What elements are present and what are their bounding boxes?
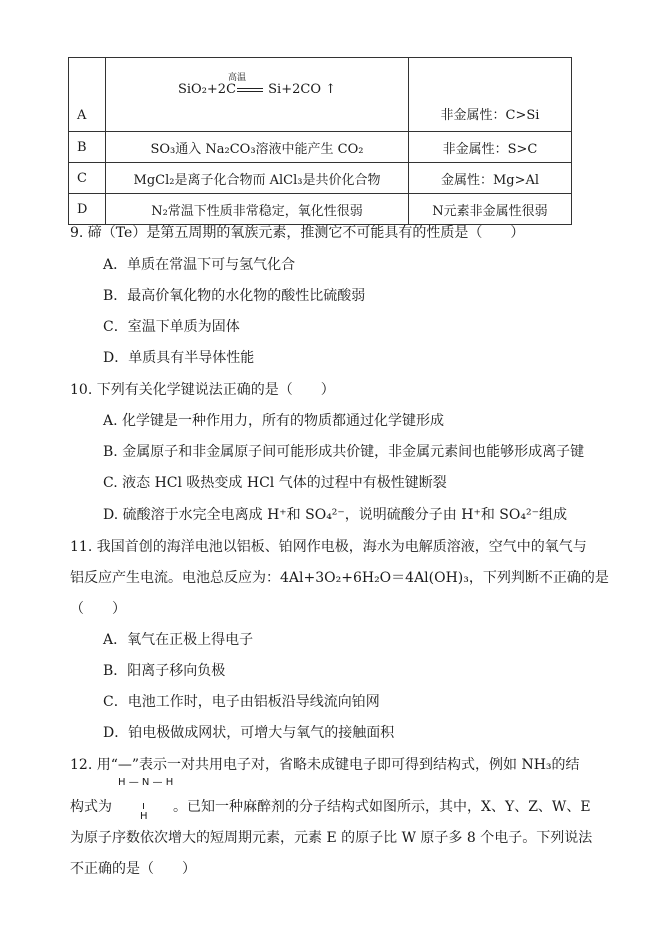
row-label: D: [69, 194, 106, 225]
row-conclusion: 非金属性：S>C: [409, 132, 572, 163]
q9-option-b: B．最高价氧化物的水化物的酸性比硫酸弱: [103, 288, 366, 304]
q9-option-d: D．单质具有半导体性能: [103, 350, 255, 366]
q11-option-c: C．电池工作时，电子由铝板沿导线流向铂网: [103, 694, 380, 710]
q11-option-b: B．阳离子移向负极: [103, 663, 226, 679]
q12-line2a: 构式为: [70, 799, 112, 815]
q10-option-a: A. 化学键是一种作用力，所有的物质都通过化学键形成: [103, 413, 445, 429]
q11-option-d: D．铂电极做成网状，可增大与氧气的接触面积: [103, 725, 395, 741]
equation-right: Si+2CO ↑: [268, 82, 337, 97]
equation-left: SiO₂+2C: [177, 82, 237, 97]
q12-line2b: 。已知一种麻醉剂的分子结构式如图所示，其中，X、Y、Z、W、E: [173, 799, 591, 815]
comparison-table: [68, 57, 572, 225]
q9-option-a: A．单质在常温下可与氢气化合: [103, 257, 296, 273]
row-statement: MgCl₂是离子化合物而 AlCl₃是共价化合物: [106, 163, 409, 194]
q11-option-a: A．氧气在正极上得电子: [103, 632, 254, 648]
nh3-bond-line: [143, 803, 144, 809]
equation-condition: 高温: [227, 73, 246, 83]
q10-option-c: C. 液态 HCl 吸热变成 HCl 气体的过程中有极性键断裂: [103, 475, 447, 491]
q11-line1: 11. 我国首创的海洋电池以铝板、铂网作电极，海水为电解质溶液，空气中的氧气与: [70, 539, 587, 555]
q10-option-d: D. 硫酸溶于水完全电离成 H⁺和 SO₄²⁻，说明硫酸分子由 H⁺和 SO₄²⁻组成: [103, 507, 567, 523]
nh3-structure-bottom: H: [140, 811, 148, 822]
row-conclusion: 金属性：Mg>Al: [409, 163, 572, 194]
equals-sign: [237, 88, 263, 92]
q12-line4: 不正确的是（ ）: [70, 861, 196, 877]
row-label: C: [69, 163, 106, 194]
row-label: A: [69, 58, 106, 132]
row-statement: [106, 58, 409, 132]
q12-line3: 为原子序数依次增大的短周期元素，元素 E 的原子比 W 原子多 8 个电子。下列说法: [70, 830, 593, 846]
nh3-structure-top: H — N — H: [118, 777, 174, 788]
q10-option-b: B. 金属原子和非金属原子间可能形成共价键，非金属元素间也能够形成离子键: [103, 444, 585, 460]
row-conclusion: 非金属性：C>Si: [409, 58, 572, 132]
q9-stem: 9. 碲（Te）是第五周期的氧族元素，推测它不可能具有的性质是（ ）: [70, 225, 525, 241]
chemical-equation: [177, 73, 337, 97]
row-statement: SO₃通入 Na₂CO₃溶液中能产生 CO₂: [106, 132, 409, 163]
row-statement: N₂常温下性质非常稳定，氧化性很弱: [106, 194, 409, 225]
q9-option-c: C．室温下单质为固体: [103, 319, 240, 335]
q11-line3: （ ）: [70, 601, 126, 617]
q11-line2: 铝反应产生电流。电池总反应为：4Al+3O₂+6H₂O＝4Al(OH)₃，下列判断不正确的是: [70, 570, 609, 586]
q10-stem: 10. 下列有关化学键说法正确的是（ ）: [70, 382, 335, 398]
table-row: [69, 163, 572, 194]
table-row: [69, 132, 572, 163]
q12-line1: 12. 用“—”表示一对共用电子对，省略未成键电子即可得到结构式，例如 NH₃的结: [70, 757, 580, 773]
row-conclusion: N元素非金属性很弱: [409, 194, 572, 225]
table-row: [69, 194, 572, 225]
row-label: B: [69, 132, 106, 163]
table-row: [69, 58, 572, 132]
